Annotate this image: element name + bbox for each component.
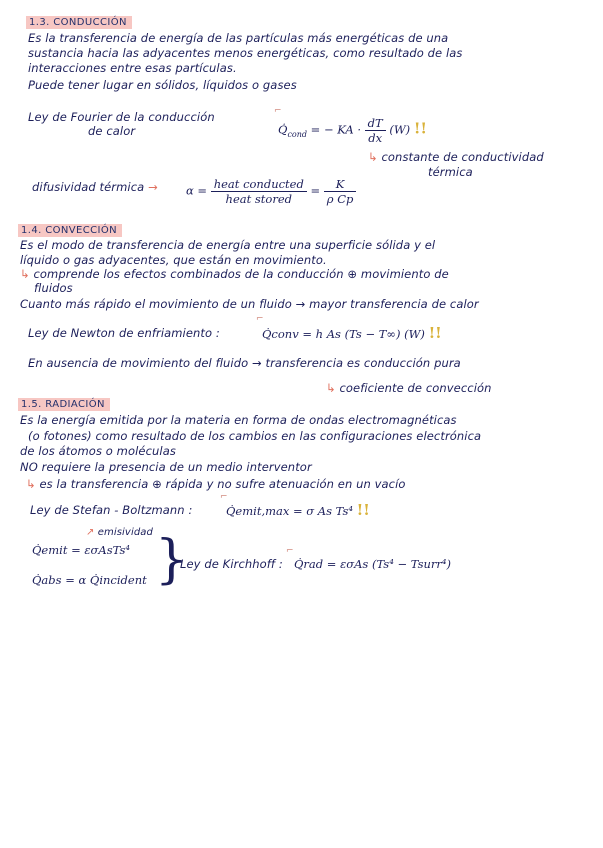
difusividad-fraction2-num: K bbox=[324, 177, 357, 192]
section-title-conduccion: 1.3. CONDUCCIÓN bbox=[26, 16, 132, 29]
difusividad-equals: = bbox=[310, 183, 321, 198]
fourier-law-label: Ley de Fourier de la conducción bbox=[28, 110, 215, 124]
fourier-law-label-2: de calor bbox=[88, 124, 136, 138]
fourier-fraction-num: dT bbox=[365, 116, 386, 131]
conveccion-line-3-text: comprende los efectos combinados de la conducción ⊕ movimiento de bbox=[33, 267, 449, 281]
fourier-note-text: constante de conductividad bbox=[381, 150, 544, 164]
radiacion-line-1: Es la energía emitida por la materia en forma de ondas electromagnéticas bbox=[20, 413, 457, 427]
emisividad-note bbox=[86, 526, 153, 540]
difusividad-fraction-num: heat conducted bbox=[211, 177, 307, 192]
section-title-radiacion: 1.5. RADIACIÓN bbox=[18, 398, 110, 411]
section-title-conveccion: 1.4. CONVECCIÓN bbox=[18, 224, 122, 237]
difusividad-fraction2-den: ρ Cp bbox=[326, 192, 354, 206]
newton-emphasis: !! bbox=[428, 324, 442, 342]
difusividad-fraction-2 bbox=[324, 177, 357, 206]
radiacion-line-2: (o fotones) como resultado de los cambios en las configuraciones electrónica bbox=[28, 429, 482, 443]
stefan-law-label: Ley de Stefan - Boltzmann : bbox=[30, 503, 193, 517]
arrow-right-icon: ↳ bbox=[20, 267, 34, 281]
coef-conveccion-note-text: coeficiente de convección bbox=[339, 381, 492, 395]
radiacion-line-5-text: es la transferencia ⊕ rápida y no sufre atenuación en un vacío bbox=[39, 477, 406, 491]
stefan-equation bbox=[226, 503, 370, 518]
difusividad-alpha: α = bbox=[186, 183, 208, 198]
corner-mark: ⌐ bbox=[274, 106, 282, 116]
kirchhoff-equation: Q̇rad = εσAs (Ts⁴ − Tsurr⁴) bbox=[294, 557, 451, 571]
stefan-emphasis: !! bbox=[356, 501, 370, 519]
stefan-equation-text: Q̇emit,max = σ As Ts⁴ bbox=[226, 504, 353, 518]
radiacion-line-4: NO requiere la presencia de un medio interventor bbox=[20, 460, 312, 474]
newton-equation bbox=[262, 326, 442, 341]
emisividad-note-text: emisividad bbox=[97, 527, 153, 538]
kirchhoff-law-label: Ley de Kirchhoff : bbox=[180, 557, 283, 571]
conveccion-line-4: fluidos bbox=[34, 281, 73, 295]
fourier-lhs-sub: cond bbox=[287, 129, 308, 139]
conduccion-line-1: Es la transferencia de energía de las partículas más energéticas de una bbox=[28, 31, 449, 45]
difusividad-fraction-den: heat stored bbox=[225, 192, 293, 206]
conveccion-line-3 bbox=[20, 267, 449, 281]
newton-equation-text: Q̇conv = h As (Ts − T∞) (W) bbox=[262, 327, 425, 341]
difusividad-label-text: difusividad térmica bbox=[32, 180, 145, 194]
abs-equation: Q̇abs = α Q̇incident bbox=[32, 573, 147, 587]
arrow-right-icon: ↳ bbox=[326, 381, 340, 395]
coef-conveccion-note bbox=[326, 381, 492, 395]
fourier-rhs: = − KA · bbox=[310, 122, 361, 137]
arrow-right-icon: → bbox=[144, 180, 158, 194]
fourier-note-2: térmica bbox=[428, 165, 473, 179]
fourier-fraction-den: dx bbox=[368, 131, 383, 145]
newton-law-label: Ley de Newton de enfriamiento : bbox=[28, 326, 220, 340]
radiacion-line-3: de los átomos o moléculas bbox=[20, 444, 176, 458]
fourier-unit: (W) bbox=[389, 122, 411, 137]
arrow-right-icon: ↳ bbox=[368, 150, 382, 164]
conveccion-line-2: líquido o gas adyacentes, que están en movimiento. bbox=[20, 253, 327, 267]
emit-equation: Q̇emit = εσAsTs⁴ bbox=[32, 543, 130, 557]
fourier-lhs: Q̇ bbox=[278, 122, 288, 137]
radiacion-line-5 bbox=[26, 477, 406, 491]
corner-mark: ⌐ bbox=[286, 546, 294, 556]
corner-mark: ⌐ bbox=[220, 492, 228, 502]
conduccion-line-2: sustancia hacia las adyacentes menos energéticas, como resultado de las bbox=[28, 46, 463, 60]
difusividad-label bbox=[32, 180, 158, 194]
difusividad-fraction bbox=[211, 177, 307, 206]
conduccion-line-4: Puede tener lugar en sólidos, líquidos o gases bbox=[28, 78, 297, 92]
conduccion-line-3: interacciones entre esas partículas. bbox=[28, 61, 237, 75]
brace-icon: } bbox=[155, 530, 189, 590]
conveccion-line-1: Es el modo de transferencia de energía entre una superficie sólida y el bbox=[20, 238, 436, 252]
ausencia-line: En ausencia de movimiento del fluido → transferencia es conducción pura bbox=[28, 356, 461, 370]
fourier-emphasis: !! bbox=[413, 119, 427, 138]
fourier-equation bbox=[278, 116, 427, 145]
difusividad-equation bbox=[186, 177, 356, 206]
fourier-fraction bbox=[365, 116, 386, 145]
arrow-right-icon: ↳ bbox=[26, 477, 40, 491]
fourier-note bbox=[368, 150, 544, 164]
conveccion-line-5: Cuanto más rápido el movimiento de un fluido → mayor transferencia de calor bbox=[20, 297, 479, 311]
arrow-up-right-icon: ↗ bbox=[86, 527, 98, 538]
corner-mark: ⌐ bbox=[256, 314, 264, 324]
